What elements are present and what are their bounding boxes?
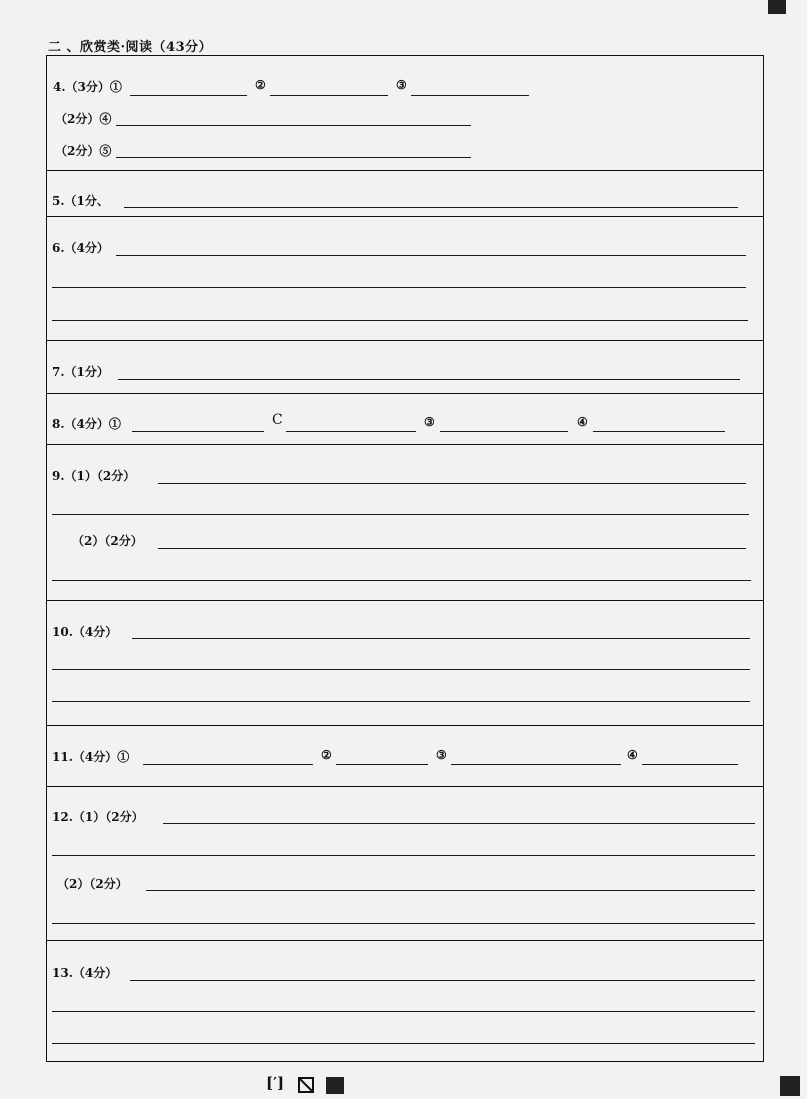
divider (46, 340, 764, 341)
answer-line[interactable] (116, 157, 471, 158)
answer-line[interactable] (52, 514, 749, 515)
q9-part1-label: 9.（1）（2分） (52, 469, 136, 483)
answer-line[interactable] (130, 980, 755, 981)
footer-slash-box-icon (298, 1077, 314, 1093)
answer-line[interactable] (158, 483, 746, 484)
answer-line[interactable] (132, 431, 264, 432)
answer-line[interactable] (52, 669, 750, 670)
answer-line[interactable] (158, 548, 746, 549)
q11-blank3-mark: ③ (436, 748, 447, 762)
q12-part1-label: 12.（1）（2分） (52, 810, 144, 824)
answer-line[interactable] (116, 255, 746, 256)
answer-line[interactable] (440, 431, 568, 432)
answer-line[interactable] (130, 95, 247, 96)
q6-label: 6.（4分） (52, 241, 109, 255)
answer-line[interactable] (52, 1011, 755, 1012)
answer-line[interactable] (124, 207, 738, 208)
answer-line[interactable] (451, 764, 621, 765)
answer-line[interactable] (52, 701, 750, 702)
q13-label: 13.（4分） (52, 966, 118, 980)
q5-label: 5.（1分、 (52, 194, 109, 208)
answer-line[interactable] (286, 431, 416, 432)
divider (46, 786, 764, 787)
q4-blank2-mark: ② (255, 78, 266, 92)
answer-line[interactable] (52, 1043, 755, 1044)
divider (46, 444, 764, 445)
divider (46, 725, 764, 726)
q8-blank4-mark: ④ (577, 415, 588, 429)
q11-label: 11.（4分）① (52, 750, 130, 764)
divider (46, 940, 764, 941)
footer-bracket-mark: [′] (266, 1074, 285, 1092)
q12-part2-label: （2）（2分） (57, 877, 128, 891)
q4-blank3-mark: ③ (396, 78, 407, 92)
q8-blank2-mark: C (272, 412, 283, 428)
answer-line[interactable] (52, 923, 755, 924)
answer-line[interactable] (52, 320, 748, 321)
q11-blank2-mark: ② (321, 748, 332, 762)
answer-line[interactable] (52, 580, 751, 581)
answer-line[interactable] (146, 890, 755, 891)
divider (46, 600, 764, 601)
q8-label: 8.（4分）① (52, 417, 121, 431)
q4-blank5-label: （2分）⑤ (55, 144, 112, 158)
q11-blank4-mark: ④ (627, 748, 638, 762)
q4-blank4-label: （2分）④ (55, 112, 112, 126)
answer-line[interactable] (642, 764, 738, 765)
answer-line[interactable] (52, 287, 746, 288)
answer-line[interactable] (132, 638, 750, 639)
answer-line[interactable] (118, 379, 740, 380)
q4-label: 4.（3分）① (53, 80, 122, 94)
answer-line[interactable] (336, 764, 428, 765)
q7-label: 7.（1分） (52, 365, 109, 379)
divider (46, 216, 764, 217)
corner-mark-top-right (768, 0, 786, 14)
answer-line[interactable] (411, 95, 529, 96)
corner-mark-bottom-right (780, 1076, 800, 1096)
answer-line[interactable] (270, 95, 388, 96)
q10-label: 10.（4分） (52, 625, 118, 639)
answer-line[interactable] (116, 125, 471, 126)
answer-line[interactable] (52, 855, 755, 856)
section-title: 二 、欣赏类·阅读（43分） (48, 40, 213, 55)
answer-line[interactable] (143, 764, 313, 765)
divider (46, 393, 764, 394)
q8-blank3-mark: ③ (424, 415, 435, 429)
q9-part2-label: （2）（2分） (72, 534, 143, 548)
divider (46, 170, 764, 171)
footer-filled-square (326, 1077, 344, 1094)
answer-line[interactable] (593, 431, 725, 432)
answer-line[interactable] (163, 823, 755, 824)
